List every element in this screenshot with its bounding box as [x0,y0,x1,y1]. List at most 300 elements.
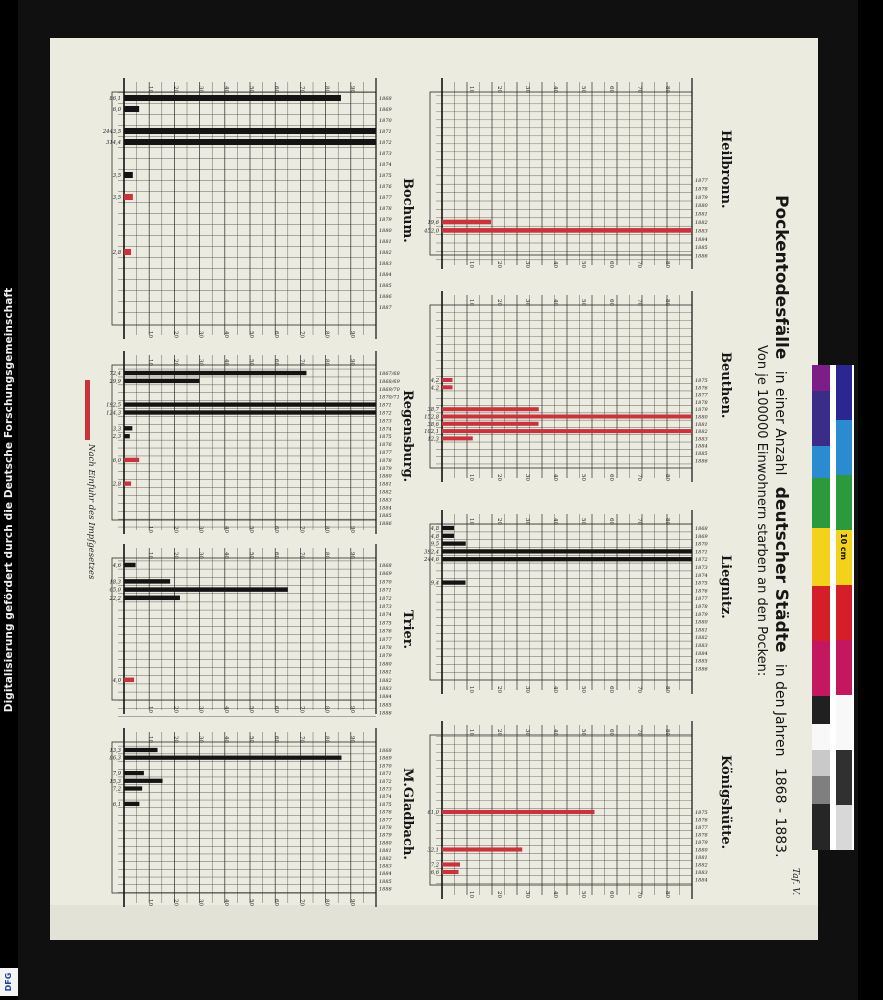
tick-label-top: 70 [636,86,642,93]
category-label: 1869 [379,755,392,762]
tick-label-top: 60 [608,299,614,306]
title-block [754,195,791,858]
scale-label: 10 cm [839,533,848,560]
data-label: 4,8 [430,533,439,540]
bar [124,379,199,383]
tick-label-bottom: 10 [147,526,154,533]
bar [124,596,180,601]
tick-label-top: 20 [496,86,502,93]
tick-label-bottom: 50 [580,686,586,693]
tick-label-bottom: 20 [172,899,179,906]
category-label: 1885 [695,658,708,665]
tick-label-bottom: 90 [348,706,355,713]
data-label: 38,6 [427,421,439,428]
data-label: 314,4 [106,140,121,146]
category-label: 1884 [379,505,392,512]
tick-label-bottom: 30 [197,526,204,533]
tick-label-bottom: 10 [147,331,154,338]
data-label: 3,5 [112,173,121,179]
tick-label-bottom: 10 [468,261,474,268]
data-label: 72,4 [109,371,121,377]
category-label: 1884 [695,650,708,657]
tick-label-bottom: 30 [197,706,204,713]
bar [442,541,466,545]
data-label: 15,3 [109,778,121,785]
data-label: 392,4 [424,549,439,556]
tick-label-top: 20 [172,552,179,559]
tick-label-top: 50 [248,736,254,743]
category-label: 1879 [695,194,708,201]
tick-label-top: 80 [664,729,670,736]
category-label: 1886 [695,458,708,465]
category-label: 1887 [379,305,392,311]
panel-title: Heilbronn. [718,130,733,209]
data-label: 61,0 [427,810,439,816]
category-label: 1886 [695,666,708,673]
tick-label-top: 70 [298,86,305,93]
category-label: 1872 [695,557,708,564]
data-label: 2,3 [112,434,121,441]
tick-label-top: 30 [524,729,530,736]
data-label: 2,8 [112,250,121,256]
category-label: 1877 [695,825,708,831]
tick-label-top: 70 [636,518,642,525]
tick-label-bottom: 20 [172,526,179,533]
bar [124,756,341,760]
tick-label-bottom: 60 [608,686,614,693]
bar [124,95,341,101]
tick-label-bottom: 10 [468,474,474,481]
category-label: 1884 [379,694,392,701]
category-label: 1874 [379,612,392,619]
tick-label-bottom: 60 [273,899,280,906]
grid-frame [430,305,692,468]
category-label: 1885 [379,702,392,709]
tick-label-bottom: 30 [524,686,530,693]
bar [124,426,132,430]
category-label: 1879 [695,611,708,618]
tick-label-top: 50 [248,359,254,366]
tick-label-bottom: 70 [636,686,642,693]
digitization-caption: Digitalisierung gefördert durch die Deutsche Forschungsgemeinschaft [3,287,15,713]
tick-label-bottom: 20 [496,891,502,898]
tick-label-bottom: 90 [348,331,355,338]
category-label: 1876 [379,184,392,190]
category-label: 1883 [379,863,392,870]
data-label: 2,8 [112,481,121,488]
category-label: 1882 [379,677,392,684]
data-label: 9,4 [430,580,439,587]
data-label: 4,2 [430,385,439,392]
data-label: 6,6 [430,870,439,876]
data-label: 12,3 [427,436,439,443]
tick-label-bottom: 90 [348,899,355,906]
tick-label-top: 10 [468,518,474,525]
tick-label-top: 50 [580,518,586,525]
tick-label-bottom: 70 [298,331,305,338]
tick-label-bottom: 30 [197,331,204,338]
tick-label-bottom: 40 [222,899,229,906]
category-label: 1878 [379,645,392,651]
tick-label-bottom: 50 [580,261,586,268]
category-label: 1868 [379,96,392,102]
category-label: 1877 [379,195,392,201]
tick-label-top: 20 [172,359,179,366]
category-label: 1867/68 [379,371,400,377]
category-label: 1882 [695,220,708,226]
tick-label-bottom: 60 [273,526,280,533]
title-part-b: in einer Anzahl [772,370,788,476]
tick-label-top: 40 [222,86,229,93]
category-label: 1880 [695,619,708,626]
category-label: 1883 [379,497,392,504]
bar [124,434,130,438]
category-label: 1871 [695,549,708,556]
category-label: 1874 [379,426,392,433]
category-label: 1884 [695,877,708,884]
bar [442,549,692,553]
tick-label-top: 90 [348,86,355,93]
data-label: 124,3 [106,410,121,417]
category-label: 1878 [695,832,708,839]
tick-label-top: 30 [197,736,204,743]
category-label: 1878 [695,186,708,193]
bar [442,810,595,814]
data-label: 192,5 [106,402,121,409]
bar [442,429,692,433]
chart-panel-3 [423,510,733,694]
category-label: 1880 [695,203,708,210]
tick-label-bottom: 80 [664,686,670,693]
category-label: 1881 [379,239,392,245]
category-label: 1886 [379,886,392,893]
category-label: 1883 [695,870,708,876]
tick-label-bottom: 80 [664,261,670,268]
category-label: 1870 [379,579,392,586]
panel-title: Liegnitz. [718,555,733,619]
title-part-a: Pockentodesfälle [771,195,791,360]
tick-label-bottom: 10 [147,706,154,713]
tick-label-bottom: 40 [222,526,229,533]
grid-frame [112,92,376,325]
tick-label-bottom: 30 [524,891,530,898]
tick-label-top: 70 [636,299,642,306]
category-label: 1886 [379,294,392,300]
bar [442,414,692,418]
bar [442,220,491,225]
tick-label-top: 60 [273,359,280,366]
data-label: 7,2 [430,862,439,869]
tick-label-bottom: 60 [273,331,280,338]
plate-number: Taf. V. [790,868,800,896]
tick-label-top: 80 [323,86,330,93]
tick-label-top: 30 [524,299,530,306]
tick-label-top: 20 [496,299,502,306]
panel-title: Regensburg. [400,390,415,483]
data-label: 6,0 [112,107,121,113]
bar [442,862,460,866]
legend-label: Nach Einfuhr des Impfgesetzes [86,444,96,580]
chart-panel-6 [106,351,415,534]
category-label: 1880 [695,847,708,854]
tick-label-bottom: 10 [468,686,474,693]
bar [124,402,376,406]
bar [442,228,692,233]
category-label: 1885 [379,283,392,289]
data-label: 6,1 [112,801,121,808]
bar [124,139,376,145]
tick-label-top: 70 [636,729,642,736]
category-label: 1873 [379,604,392,610]
category-label: 1878 [379,825,392,831]
bar [442,526,454,530]
data-label: 452,0 [424,228,439,235]
grid-frame [112,742,376,893]
category-label: 1881 [695,421,708,428]
tick-label-top: 50 [580,729,586,736]
tick-label-bottom: 70 [298,526,305,533]
tick-label-top: 10 [147,736,154,743]
bar [124,771,144,775]
tick-label-bottom: 90 [348,526,355,533]
panel-title: M.Gladbach. [400,768,415,860]
category-label: 1868/69 [379,378,400,385]
chart-panel-8 [109,728,415,907]
chart-panel-7 [108,544,415,717]
tick-label-top: 10 [147,86,154,93]
category-label: 1872 [379,140,392,146]
panel-title: Beuthen. [718,352,733,419]
tick-label-top: 50 [248,552,254,559]
chart-panel-1 [423,78,733,269]
data-label: 3,5 [112,195,121,201]
bar [442,557,692,561]
data-label: 38,7 [427,407,439,414]
category-label: 1868 [695,526,708,532]
tick-label-top: 70 [298,359,305,366]
legend [85,380,96,580]
data-label: 7,9 [112,771,121,778]
tick-label-top: 60 [608,86,614,93]
data-label: 102,1 [424,429,439,436]
category-label: 1882 [695,429,708,436]
panel-title: Bochum. [400,178,415,243]
category-label: 1874 [379,794,392,801]
category-label: 1870 [379,118,392,124]
charts-layer [102,78,733,907]
bar [442,422,539,426]
data-label: 4,0 [112,677,121,684]
tick-label-bottom: 60 [608,891,614,898]
category-label: 1876 [379,442,392,449]
tick-label-bottom: 30 [524,474,530,481]
bar [124,194,133,200]
tick-label-top: 20 [496,729,502,736]
data-label: 86,1 [109,96,121,102]
bar [124,748,158,752]
panel-title: Trier. [400,610,415,649]
title-part-d: in den Jahren [772,663,788,757]
tick-label-bottom: 20 [496,686,502,693]
category-label: 1875 [379,434,392,441]
data-label: 6,0 [112,457,121,464]
dfg-logo-text: DFG [4,972,13,992]
category-label: 1883 [379,261,392,267]
category-label: 1872 [379,778,392,785]
category-label: 1873 [695,565,708,571]
category-label: 1881 [695,855,708,861]
category-label: 1885 [379,513,392,520]
category-label: 1878 [695,399,708,406]
tick-label-bottom: 20 [496,474,502,481]
category-label: 1879 [695,840,708,846]
category-label: 1874 [695,572,708,579]
category-label: 1879 [695,407,708,414]
category-label: 1882 [695,635,708,642]
tick-label-bottom: 20 [172,331,179,338]
tick-label-top: 60 [273,86,280,93]
tick-label-bottom: 60 [273,706,280,713]
category-label: 1877 [379,636,392,643]
category-label: 1877 [695,178,708,184]
category-label: 1885 [695,245,708,252]
chart-panel-4 [427,721,733,899]
color-calibration-strip [812,365,852,850]
data-label: 244,6 [424,557,439,564]
category-label: 1879 [379,217,392,223]
chart-panel-2 [424,291,733,482]
grid-frame [112,365,376,520]
tick-label-top: 70 [298,736,305,743]
tick-label-top: 90 [348,359,355,366]
tick-label-bottom: 10 [147,899,154,906]
bar [124,786,142,790]
tick-label-bottom: 50 [248,899,254,906]
tick-label-top: 40 [552,86,558,93]
bar [442,534,454,538]
category-label: 1870 [695,541,708,548]
tick-label-top: 40 [222,552,229,559]
bar [124,371,306,375]
tick-label-bottom: 20 [172,706,179,713]
category-label: 1876 [379,809,392,816]
category-label: 1881 [379,481,392,488]
tick-label-top: 20 [172,86,179,93]
category-label: 1881 [695,211,708,218]
tick-label-bottom: 50 [248,706,254,713]
tick-label-top: 70 [298,552,305,559]
subtitle: Von je 100000 Einwohnern starben an den Pocken: [754,345,769,677]
category-label: 1875 [379,620,392,627]
bar [124,106,139,112]
tick-label-bottom: 60 [608,474,614,481]
category-label: 1868 [379,748,392,754]
tick-label-top: 90 [348,736,355,743]
category-label: 1880 [695,414,708,421]
tick-label-bottom: 70 [636,891,642,898]
tick-label-bottom: 80 [664,474,670,481]
bar [124,172,133,178]
category-label: 1881 [695,627,708,634]
tick-label-bottom: 40 [222,331,229,338]
tick-label-top: 10 [147,359,154,366]
bar [124,410,376,414]
category-label: 1875 [379,801,392,808]
category-label: 1871 [379,587,392,594]
category-label: 1882 [379,250,392,256]
bar [442,378,453,382]
category-label: 1876 [379,628,392,635]
tick-label-bottom: 40 [552,686,558,693]
chart-panel-5 [102,78,415,339]
data-label: 4,6 [112,563,121,569]
category-label: 1872 [379,410,392,417]
category-label: 1877 [379,817,392,824]
category-label: 1886 [379,521,392,528]
tick-label-top: 60 [273,736,280,743]
category-label: 1878 [379,457,392,464]
tick-label-top: 30 [197,86,204,93]
bar [124,579,170,584]
category-label: 1871 [379,129,392,135]
category-label: 1883 [379,686,392,692]
data-label: 32,1 [427,847,439,854]
tick-label-top: 10 [468,86,474,93]
category-label: 1877 [379,450,392,456]
legend-swatch [85,380,90,440]
category-label: 1871 [379,402,392,409]
category-label: 1876 [695,385,708,392]
panel-title: Königshütte. [718,755,733,850]
data-label: 65,0 [109,587,121,594]
data-label: 29,9 [109,378,121,385]
category-label: 1878 [379,206,392,212]
bar [124,802,139,806]
tick-label-top: 30 [197,359,204,366]
tick-label-top: 10 [468,729,474,736]
tick-label-bottom: 80 [323,526,330,533]
data-label: 4,8 [430,526,439,532]
tick-label-top: 90 [348,552,355,559]
category-label: 1868 [379,563,392,569]
category-label: 1881 [379,669,392,676]
bar [442,407,539,411]
bar [442,385,453,389]
tick-label-top: 80 [664,518,670,525]
tick-label-bottom: 40 [552,261,558,268]
tick-label-bottom: 10 [468,891,474,898]
tick-label-top: 20 [496,518,502,525]
bar [442,436,473,440]
bar [124,458,139,462]
tick-label-top: 40 [222,736,229,743]
category-label: 1869 [379,107,392,113]
tick-label-top: 30 [197,552,204,559]
tick-label-bottom: 40 [552,891,558,898]
tick-label-top: 60 [608,729,614,736]
tick-label-bottom: 20 [496,261,502,268]
tick-label-bottom: 70 [636,261,642,268]
category-label: 1871 [379,771,392,778]
data-label: 4,2 [430,378,439,384]
bar [124,249,131,255]
bar [124,587,288,592]
data-label: 19,6 [427,220,439,226]
bar [442,847,522,851]
tick-label-top: 50 [580,86,586,93]
category-label: 1879 [379,653,392,660]
tick-label-bottom: 30 [524,261,530,268]
